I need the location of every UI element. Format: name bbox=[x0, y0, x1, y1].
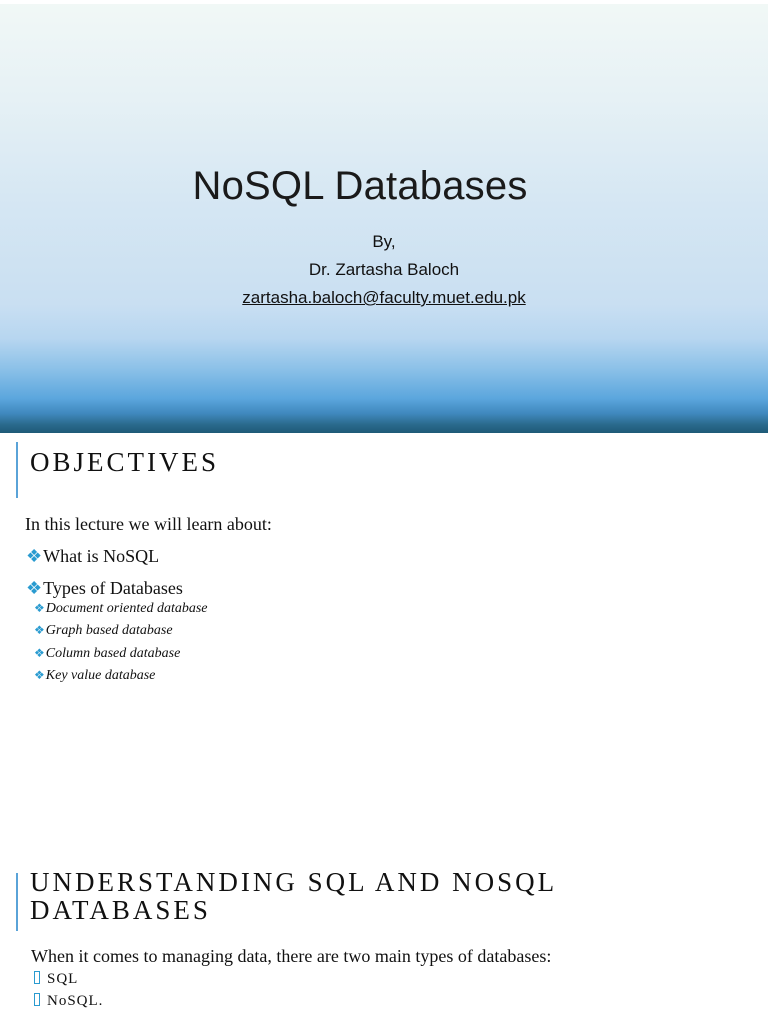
objectives-heading: OBJECTIVES bbox=[30, 447, 220, 477]
list-item bbox=[26, 546, 159, 567]
list-item-label: NoSQL. bbox=[47, 993, 104, 1009]
heading-accent-bar bbox=[16, 873, 18, 931]
square-bullet-icon bbox=[34, 971, 40, 984]
understanding-heading-line2: DATABASES bbox=[30, 895, 211, 925]
sub-list-item bbox=[34, 601, 208, 617]
list-item bbox=[34, 993, 103, 1010]
by-label: By, bbox=[372, 232, 396, 251]
list-item-label: What is NoSQL bbox=[43, 546, 160, 566]
title-slide bbox=[0, 4, 768, 433]
sub-list-item bbox=[34, 646, 180, 662]
slide-title: NoSQL Databases bbox=[192, 164, 528, 208]
diamond-bullet-icon: ❖ bbox=[26, 546, 43, 566]
diamond-bullet-icon: ❖ bbox=[34, 601, 45, 615]
square-bullet-icon bbox=[34, 993, 40, 1006]
diamond-bullet-icon: ❖ bbox=[34, 646, 45, 660]
understanding-heading-line1: UNDERSTANDING SQL AND NOSQL bbox=[30, 867, 558, 897]
diamond-bullet-icon: ❖ bbox=[34, 668, 45, 682]
list-item bbox=[26, 578, 183, 599]
sub-list-item bbox=[34, 668, 155, 684]
sub-list-item-label: Key value database bbox=[45, 668, 156, 683]
sub-list-item-label: Column based database bbox=[45, 646, 181, 661]
author-name: Dr. Zartasha Baloch bbox=[308, 260, 460, 279]
sub-list-item-label: Document oriented database bbox=[45, 601, 208, 616]
diamond-bullet-icon: ❖ bbox=[34, 623, 45, 637]
understanding-heading bbox=[30, 868, 557, 924]
list-item-label: SQL bbox=[47, 971, 79, 987]
sub-list-item bbox=[34, 623, 173, 639]
heading-accent-bar bbox=[16, 442, 18, 498]
list-item-label: Types of Databases bbox=[43, 578, 183, 598]
sub-list-item-label: Graph based database bbox=[45, 623, 173, 638]
diamond-bullet-icon: ❖ bbox=[26, 578, 43, 598]
objectives-intro: In this lecture we will learn about: bbox=[25, 514, 272, 534]
author-email-link[interactable]: zartasha.baloch@faculty.muet.edu.pk bbox=[242, 288, 526, 307]
list-item bbox=[34, 971, 78, 988]
understanding-intro: When it comes to managing data, there are two main types of databases: bbox=[31, 946, 552, 966]
